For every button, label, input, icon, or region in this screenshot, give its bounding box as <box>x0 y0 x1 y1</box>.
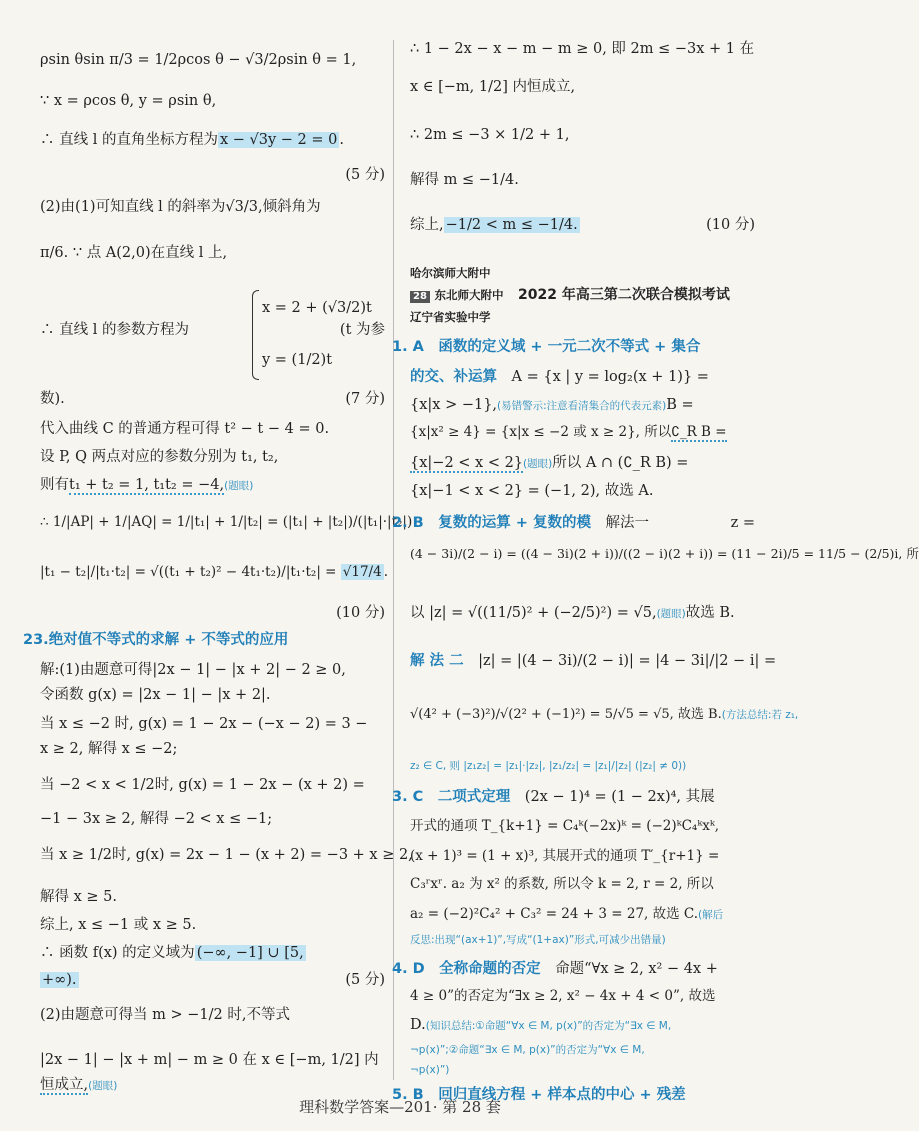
eq-line: x ∈ [−m, 1/2] 内恒成立, <box>410 79 576 95</box>
eq-line: 解得 m ≤ −1/4. <box>410 172 519 188</box>
school-3: 辽宁省实验中学 <box>410 310 491 324</box>
eq-line: √(4² + (−3)²)/√(2² + (−1)²) = 5/√5 = √5, 故选 B.(方法总结:若 z₁, <box>410 707 799 722</box>
eq-line: ∴ 1/|AP| + 1/|AQ| = 1/|t₁| + 1/|t₂| = (|t₁| + |t₂|)/(|t₁|·|t₂|) <box>40 514 413 530</box>
column-divider <box>393 40 394 1080</box>
eq-line: ∴ 直线 l 的参数方程为 <box>40 322 189 338</box>
page-footer: 理科数学答案—201· 第 28 套 <box>299 1098 501 1116</box>
eq-line: x ≥ 2, 解得 x ≤ −2; <box>40 741 178 757</box>
eq-line: |t₁ − t₂|/|t₁·t₂| = √((t₁ + t₂)² − 4t₁·t₂)/|t₁·t₂| = √17/4 . <box>40 564 388 580</box>
brace <box>252 290 259 380</box>
eq-line: ∴ 直线 l 的直角坐标方程为 x − √3y − 2 = 0 . <box>40 132 344 148</box>
set-badge: 28 <box>410 291 430 303</box>
eq-line: 当 x ≥ 1/2时, g(x) = 2x − 1 − (x + 2) = −3 + x ≥ 2, <box>40 847 413 863</box>
score-label: (5 分) <box>345 167 385 183</box>
eq-line: {x|x > −1},(易错警示:注意看清集合的代表元素)B = <box>410 397 694 413</box>
score-label: (5 分) <box>345 972 385 988</box>
eq-line: (2)由题意可得当 m > −1/2 时,不等式 <box>40 1007 290 1023</box>
eq-line: 综上, x ≤ −1 或 x ≥ 5. <box>40 917 197 933</box>
eq-line: {x|−1 < x < 2} = (−1, 2), 故选 A. <box>410 483 654 499</box>
eq-line: ∴ 2m ≤ −3 × 1/2 + 1, <box>410 127 570 143</box>
eq-line: 设 P, Q 两点对应的参数分别为 t₁, t₂, <box>40 449 279 465</box>
eq-line: 代入曲线 C 的普通方程可得 t² − t − 4 = 0. <box>40 421 330 437</box>
q2-head: 2. B 复数的运算 + 复数的模 解法一 <box>392 515 649 531</box>
eq-line <box>40 973 79 988</box>
score-label: (10 分) <box>336 605 385 621</box>
eq-line: 的交、补运算 A = {x | y = log₂(x + 1)} = <box>410 369 709 385</box>
param-y: y = (1/2)t <box>262 352 333 368</box>
eq-line: −1 − 3x ≥ 2, 解得 −2 < x ≤ −1; <box>40 811 273 827</box>
eq-line: 解得 x ≥ 5. <box>40 889 117 905</box>
eq-line: z₂ ∈ C, 则 |z₁z₂| = |z₁|·|z₂|, |z₁/z₂| = |z₁|/|z₂| (|z₂| ≠ 0)) <box>410 760 687 772</box>
eq-line: 开式的通项 T_{k+1} = C₄ᵏ(−2x)ᵏ = (−2)ᵏC₄ᵏxᵏ, <box>410 818 720 834</box>
highlight-answer: x − √3y − 2 = 0 <box>219 132 338 148</box>
eq-line: 综上, −1/2 < m ≤ −1/4. <box>410 217 578 233</box>
eq-line: {x|−2 < x < 2}(题眼)所以 A ∩ (∁_R B) = <box>410 455 689 471</box>
eq-line: z = <box>730 515 755 531</box>
highlight-answer: −1/2 < m ≤ −1/4. <box>445 217 578 233</box>
exam-header: 28 东北师大附中 2022 年高三第二次联合模拟考试 <box>410 288 730 303</box>
eq-line: 解 法 二 |z| = |(4 − 3i)/(2 − i)| = |4 − 3i|/|2 − i| = <box>410 653 777 669</box>
highlight-answer: √17/4 <box>342 564 382 580</box>
eq-line: (t 为参 <box>339 322 385 338</box>
q4-head: 4. D 全称命题的否定 命题“∀x ≥ 2, x² − 4x + <box>392 961 718 977</box>
eq-line: 4 ≥ 0”的否定为“∃x ≥ 2, x² − 4x + 4 < 0”, 故选 <box>410 988 716 1004</box>
eq-line: (x + 1)³ = (1 + x)³, 其展开式的通项 T′_{r+1} = <box>410 848 720 864</box>
highlight-wavy: t₁ + t₂ = 1, t₁t₂ = −4, <box>69 477 225 493</box>
eq-line: ∵ x = ρcos θ, y = ρsin θ, <box>40 93 217 109</box>
eq-line: 当 −2 < x < 1/2时, g(x) = 1 − 2x − (x + 2) = <box>40 777 365 793</box>
eq-line: ¬p(x)”;②命题“∃x ∈ M, p(x)”的否定为“∀x ∈ M, <box>410 1044 645 1056</box>
highlight-answer: +∞). <box>42 972 77 988</box>
q3-head: 3. C 二项式定理 (2x − 1)⁴ = (1 − 2x)⁴, 其展 <box>392 789 715 805</box>
score-label: (7 分) <box>345 391 385 407</box>
score-label: (10 分) <box>706 217 755 233</box>
eq-line: ¬p(x)”) <box>410 1064 450 1076</box>
eq-line: 则有t₁ + t₂ = 1, t₁t₂ = −4,(题眼) <box>40 477 254 493</box>
eq-line: {x|x² ≥ 4} = {x|x ≤ −2 或 x ≥ 2}, 所以∁_R B = <box>410 424 727 440</box>
eq-line: |2x − 1| − |x + m| − m ≥ 0 在 x ∈ [−m, 1/2] 内 <box>40 1052 379 1068</box>
eq-line: D.(知识总结:①命题“∀x ∈ M, p(x)”的否定为“∃x ∈ M, <box>410 1017 672 1033</box>
q1-head: 1. A 函数的定义域 + 一元二次不等式 + 集合 <box>392 339 701 355</box>
school-1: 哈尔滨师大附中 <box>410 266 491 280</box>
eq-line: C₃ʳxʳ. a₂ 为 x² 的系数, 所以令 k = 2, r = 2, 所以 <box>410 876 714 892</box>
note-tiyan: (题眼) <box>88 1080 118 1092</box>
question-23-head: 23.绝对值不等式的求解 + 不等式的应用 <box>23 632 289 648</box>
eq-line: 恒成立,(题眼) <box>40 1077 118 1093</box>
eq-line: 令函数 g(x) = |2x − 1| − |x + 2|. <box>40 687 271 703</box>
eq-line: ρsin θsin π/3 = 1/2ρcos θ − √3/2ρsin θ = 1, <box>40 52 357 68</box>
eq-line: 当 x ≤ −2 时, g(x) = 1 − 2x − (−x − 2) = 3 − <box>40 716 368 732</box>
eq-line: 以 |z| = √((11/5)² + (−2/5)²) = √5,(题眼)故选 B. <box>410 605 735 621</box>
eq-line: (4 − 3i)/(2 − i) = ((4 − 3i)(2 + i))/((2 − i)(2 + i)) = (11 − 2i)/5 = 11/5 − (2/5)i, 所 <box>410 546 919 561</box>
param-x: x = 2 + (√3/2)t <box>262 300 372 316</box>
eq-line: π/6. ∵ 点 A(2,0)在直线 l 上, <box>40 245 228 261</box>
eq-line: (2)由(1)可知直线 l 的斜率为√3/3,倾斜角为 <box>40 199 321 215</box>
eq-line: ∴ 函数 f(x) 的定义域为 (−∞, −1] ∪ [5, <box>40 945 304 961</box>
q5-head: 5. B 回归直线方程 + 样本点的中心 + 残差 <box>392 1087 686 1103</box>
eq-line: 反思:出现“(ax+1)”,写成“(1+ax)”形式,可减少出错量) <box>410 934 666 946</box>
eq-line: 解:(1)由题意可得|2x − 1| − |x + 2| − 2 ≥ 0, <box>40 662 346 678</box>
eq-line: 数). <box>40 391 65 407</box>
eq-line: a₂ = (−2)²C₄² + C₃² = 24 + 3 = 27, 故选 C.(解后 <box>410 906 724 922</box>
eq-line: ∴ 1 − 2x − x − m − m ≥ 0, 即 2m ≤ −3x + 1 在 <box>410 41 755 57</box>
note-tiyan: (题眼) <box>224 480 254 492</box>
highlight-answer: (−∞, −1] ∪ [5, <box>196 945 304 961</box>
